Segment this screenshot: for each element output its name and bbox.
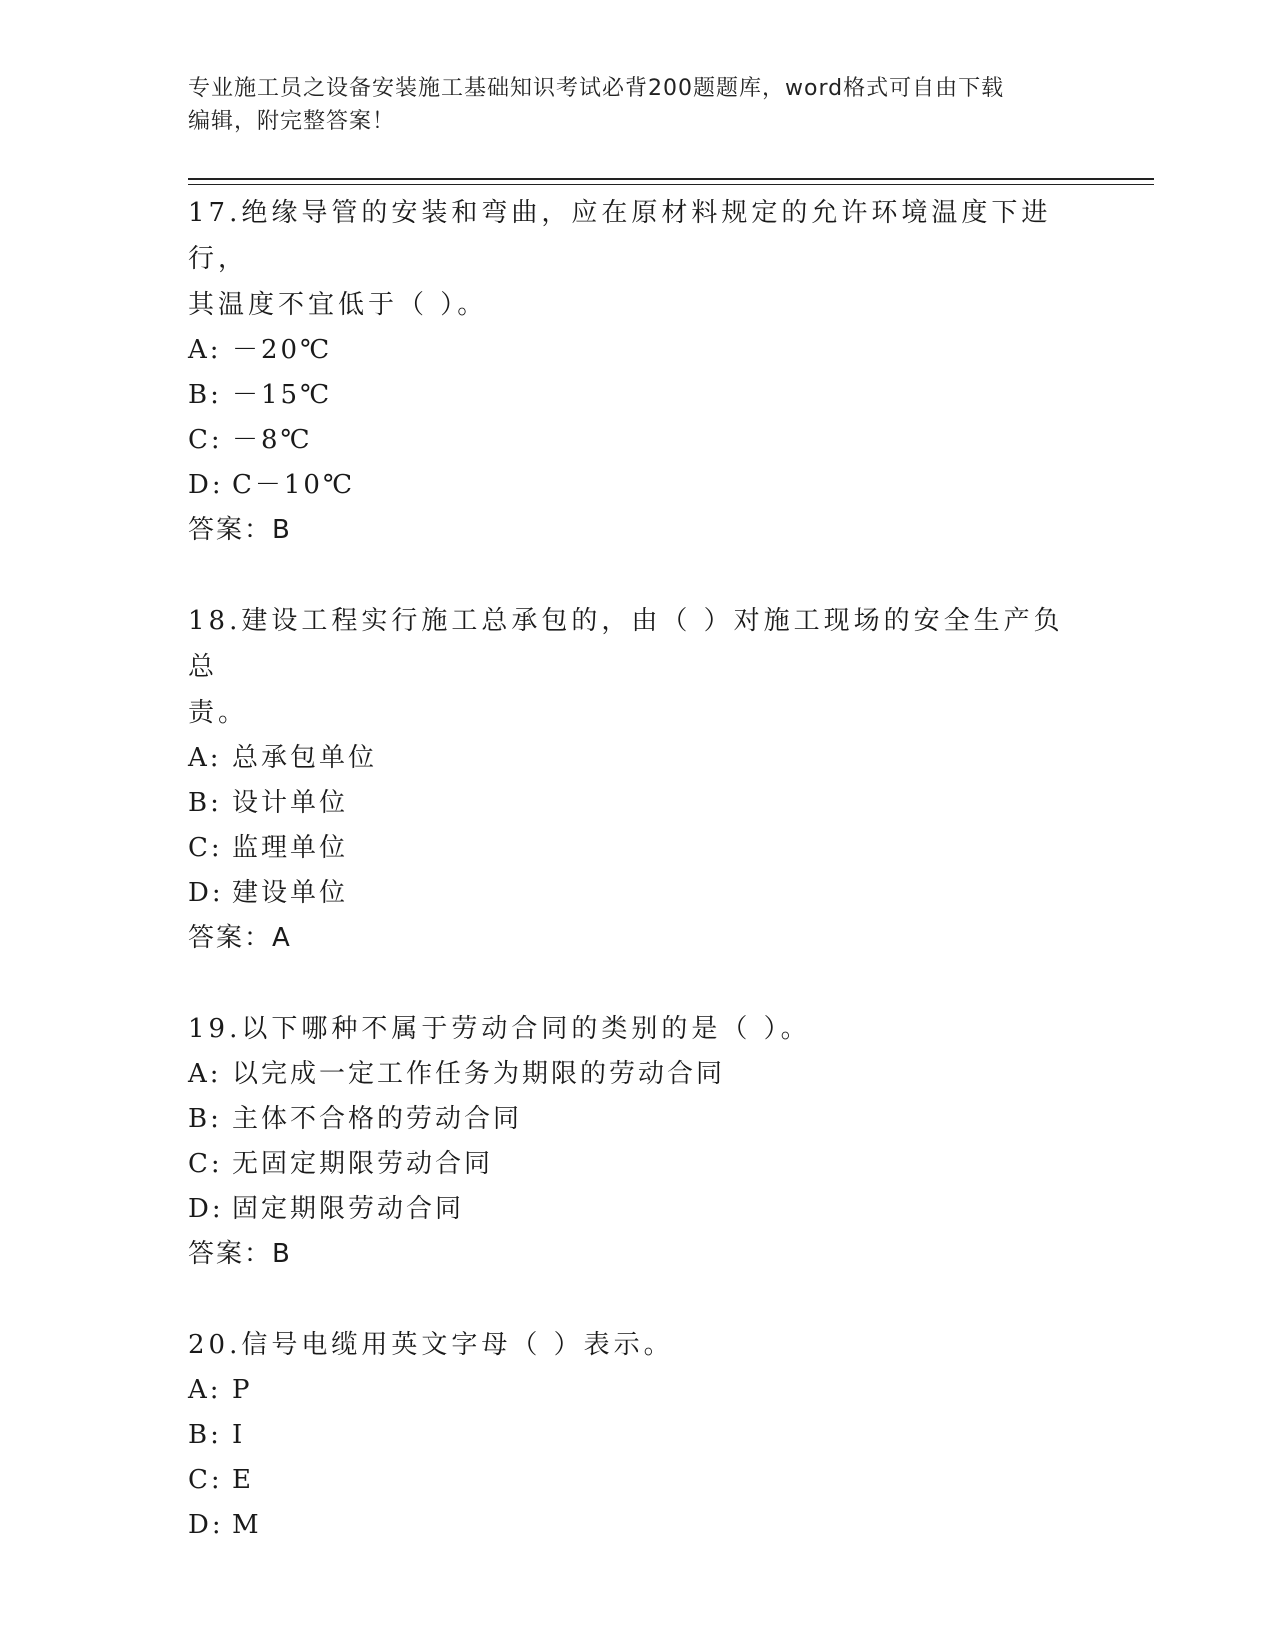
option-text: C－10℃	[232, 470, 356, 500]
option-text: M	[232, 1510, 262, 1540]
header-divider-thin	[188, 184, 1154, 185]
option-text: 设计单位	[232, 788, 349, 818]
option-letter: B:	[188, 1104, 222, 1134]
question-stem-continuation: 责。	[188, 698, 249, 728]
option-letter: C:	[188, 1149, 223, 1179]
question-20	[188, 1322, 1088, 1548]
question-stem: 17.绝缘导管的安装和弯曲，应在原材料规定的允许环境温度下进行，	[188, 198, 1052, 274]
option-c	[188, 826, 1088, 871]
answer-line: 答案：B	[188, 1239, 292, 1269]
option-a	[188, 1368, 1088, 1413]
option-letter: B:	[188, 380, 222, 410]
option-text: 建设单位	[232, 878, 349, 908]
option-b	[188, 1097, 1088, 1142]
option-b	[188, 373, 1088, 418]
option-letter: A:	[188, 743, 222, 773]
option-letter: C:	[188, 425, 223, 455]
option-letter: D:	[188, 1510, 224, 1540]
header-divider-thick	[188, 178, 1154, 180]
option-letter: A:	[188, 335, 222, 365]
option-a	[188, 1052, 1088, 1097]
header-line-1: 专业施工员之设备安装施工基础知识考试必背200题题库，word格式可自由下载	[188, 76, 1005, 101]
option-c	[188, 418, 1088, 463]
option-letter: A:	[188, 1375, 222, 1405]
question-stem-continuation: 其温度不宜低于（ ）。	[188, 290, 488, 320]
option-letter: D:	[188, 470, 224, 500]
answer-line: 答案：A	[188, 923, 292, 953]
question-stem: 20.信号电缆用英文字母（ ）表示。	[188, 1330, 674, 1360]
option-text: 无固定期限劳动合同	[232, 1149, 494, 1179]
option-text: I	[232, 1420, 246, 1450]
option-text: 以完成一定工作任务为期限的劳动合同	[232, 1059, 726, 1089]
option-letter: C:	[188, 833, 223, 863]
option-text: －8℃	[232, 425, 313, 455]
question-stem: 19.以下哪种不属于劳动合同的类别的是（ ）。	[188, 1014, 811, 1044]
option-text: 总承包单位	[232, 743, 378, 773]
document-header	[188, 72, 1088, 138]
option-letter: A:	[188, 1059, 222, 1089]
option-text: E	[232, 1465, 254, 1495]
option-letter: B:	[188, 788, 222, 818]
option-letter: D:	[188, 1194, 224, 1224]
question-stem: 18.建设工程实行施工总承包的，由（ ）对施工现场的安全生产负总	[188, 606, 1064, 682]
option-text: 固定期限劳动合同	[232, 1194, 465, 1224]
question-list	[188, 190, 1088, 1594]
answer-line: 答案：B	[188, 515, 292, 545]
option-letter: D:	[188, 878, 224, 908]
option-d	[188, 1503, 1088, 1548]
option-d	[188, 463, 1088, 508]
option-a	[188, 328, 1088, 373]
option-b	[188, 1413, 1088, 1458]
question-17	[188, 190, 1088, 552]
option-a	[188, 736, 1088, 781]
question-18	[188, 598, 1088, 960]
option-text: P	[232, 1375, 253, 1405]
option-text: －15℃	[232, 380, 333, 410]
question-19	[188, 1006, 1088, 1276]
option-d	[188, 871, 1088, 916]
option-text: 主体不合格的劳动合同	[232, 1104, 523, 1134]
option-letter: C:	[188, 1465, 223, 1495]
option-text: －20℃	[232, 335, 333, 365]
option-d	[188, 1187, 1088, 1232]
option-b	[188, 781, 1088, 826]
option-c	[188, 1142, 1088, 1187]
header-line-2: 编辑，附完整答案！	[188, 109, 396, 134]
option-c	[188, 1458, 1088, 1503]
option-letter: B:	[188, 1420, 222, 1450]
option-text: 监理单位	[232, 833, 349, 863]
